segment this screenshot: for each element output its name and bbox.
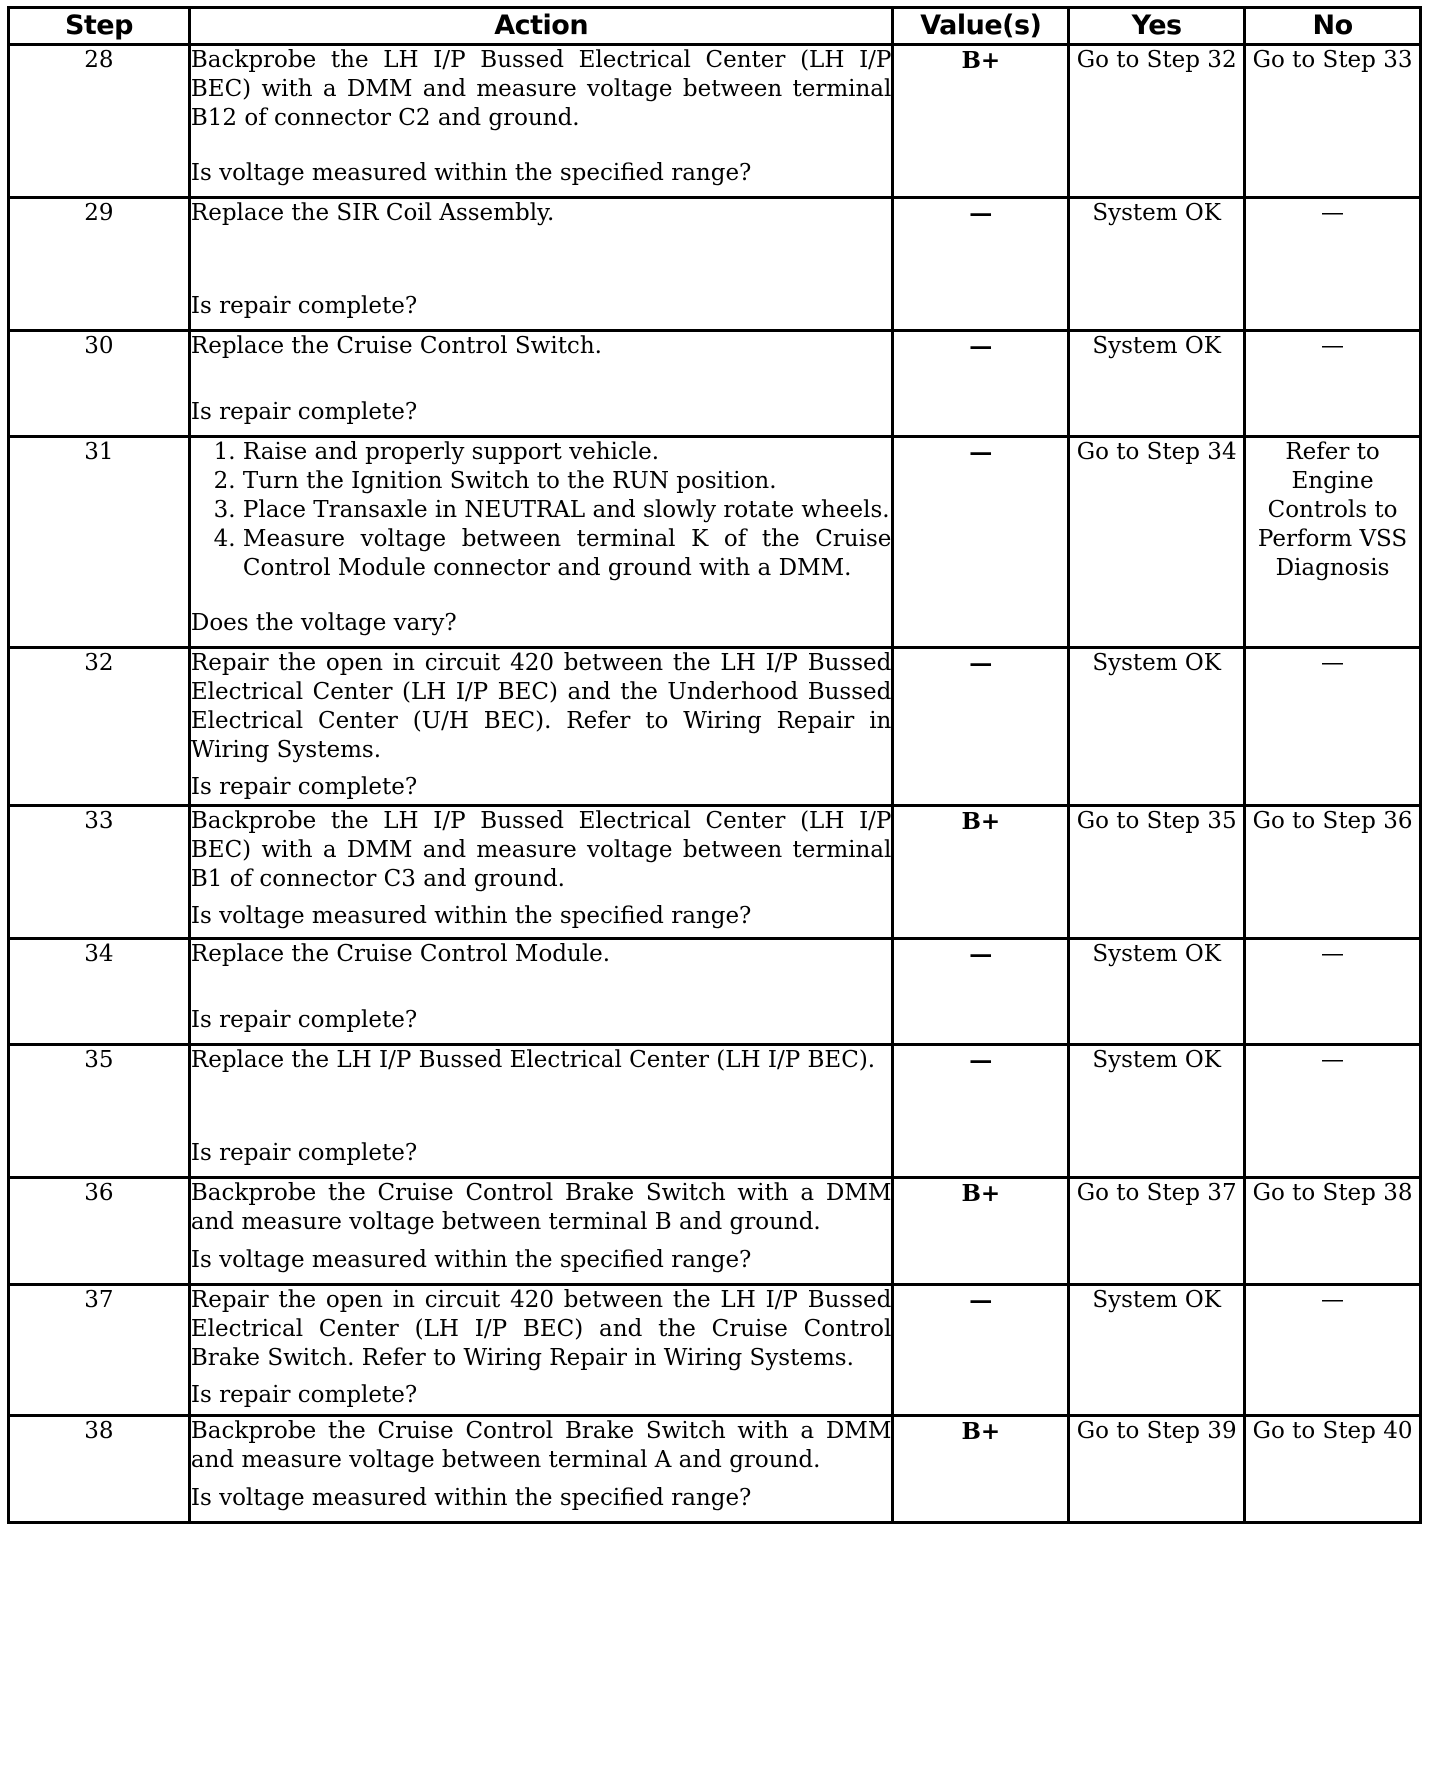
no-cell: — xyxy=(1245,198,1421,331)
header-row xyxy=(9,8,1421,45)
list-item: 3. Place Transaxle in NEUTRAL and slowly rotate wheels. xyxy=(243,496,891,525)
list-item: 4. Measure voltage between terminal K of the Cruise Control Module connector and ground with a DMM. xyxy=(243,525,891,583)
table-row xyxy=(9,331,1421,437)
no-cell: — xyxy=(1245,331,1421,437)
action-text: Replace the Cruise Control Module. xyxy=(190,941,611,967)
value-cell: — xyxy=(893,939,1069,1045)
step-number: 29 xyxy=(9,198,190,331)
action-text: Backprobe the Cruise Control Brake Switch with a DMM and measure voltage between terminal B and ground. xyxy=(190,1180,892,1235)
value-cell: — xyxy=(893,1045,1069,1178)
yes-cell: Go to Step 34 xyxy=(1069,437,1245,648)
no-cell: Refer to Engine Controls to Perform VSS Diagnosis xyxy=(1245,437,1421,648)
no-cell: Go to Step 40 xyxy=(1245,1416,1421,1523)
step-number: 38 xyxy=(9,1416,190,1523)
yes-cell: Go to Step 35 xyxy=(1069,806,1245,939)
yes-cell: System OK xyxy=(1069,198,1245,331)
table-row xyxy=(9,198,1421,331)
action-cell xyxy=(189,331,892,437)
table-row xyxy=(9,1178,1421,1285)
action-question: Is repair complete? xyxy=(190,1140,418,1166)
yes-cell: System OK xyxy=(1069,331,1245,437)
step-number: 34 xyxy=(9,939,190,1045)
action-text: Replace the Cruise Control Switch. xyxy=(190,333,602,359)
yes-cell: System OK xyxy=(1069,648,1245,806)
header-action: Action xyxy=(189,8,892,45)
action-question: Is repair complete? xyxy=(190,1007,418,1033)
step-number: 32 xyxy=(9,648,190,806)
value-cell: — xyxy=(893,437,1069,648)
list-item: 2. Turn the Ignition Switch to the RUN position. xyxy=(243,467,891,496)
action-text: Repair the open in circuit 420 between the LH I/P Bussed Electrical Center (LH I/P BEC) and the Underhood Bussed Electrical Center (U/H BEC). Refer to Wiring Repair in Wiring Systems. xyxy=(190,650,892,763)
action-cell xyxy=(189,45,892,198)
action-question: Is repair complete? xyxy=(190,399,418,425)
action-text: Backprobe the Cruise Control Brake Switch with a DMM and measure voltage between terminal A and ground. xyxy=(190,1418,892,1473)
yes-cell: System OK xyxy=(1069,1285,1245,1416)
table-row xyxy=(9,45,1421,198)
step-number: 33 xyxy=(9,806,190,939)
yes-cell: System OK xyxy=(1069,939,1245,1045)
table-row xyxy=(9,939,1421,1045)
value-cell: — xyxy=(893,331,1069,437)
action-question: Is voltage measured within the specified range? xyxy=(190,160,752,186)
action-cell xyxy=(189,1045,892,1178)
header-yes: Yes xyxy=(1069,8,1245,45)
action-cell xyxy=(189,198,892,331)
no-cell: Go to Step 33 xyxy=(1245,45,1421,198)
yes-cell: Go to Step 39 xyxy=(1069,1416,1245,1523)
action-question: Is voltage measured within the specified range? xyxy=(190,903,752,929)
step-number: 36 xyxy=(9,1178,190,1285)
step-number: 37 xyxy=(9,1285,190,1416)
action-text: Replace the SIR Coil Assembly. xyxy=(190,200,555,226)
table-row xyxy=(9,648,1421,806)
value-cell: — xyxy=(893,198,1069,331)
table-row xyxy=(9,806,1421,939)
action-text: Backprobe the LH I/P Bussed Electrical Center (LH I/P BEC) with a DMM and measure voltage between terminal B1 of connector C3 and ground. xyxy=(190,808,892,892)
no-cell: Go to Step 36 xyxy=(1245,806,1421,939)
yes-cell: Go to Step 37 xyxy=(1069,1178,1245,1285)
table-row xyxy=(9,1416,1421,1523)
action-question: Is repair complete? xyxy=(190,774,418,800)
action-cell xyxy=(189,1416,892,1523)
action-cell xyxy=(189,648,892,806)
value-cell: B+ xyxy=(893,1416,1069,1523)
table-row xyxy=(9,1285,1421,1416)
table-row xyxy=(9,1045,1421,1178)
action-text: Repair the open in circuit 420 between the LH I/P Bussed Electrical Center (LH I/P BEC) and the Cruise Control Brake Switch. Refer to Wiring Repair in Wiring Systems. xyxy=(190,1287,892,1371)
step-number: 35 xyxy=(9,1045,190,1178)
action-cell xyxy=(189,1178,892,1285)
table-row xyxy=(9,437,1421,648)
action-question: Is repair complete? xyxy=(190,293,418,319)
header-step: Step xyxy=(9,8,190,45)
action-text: Backprobe the LH I/P Bussed Electrical Center (LH I/P BEC) with a DMM and measure voltage between terminal B12 of connector C2 and ground. xyxy=(190,47,892,131)
value-cell: B+ xyxy=(893,806,1069,939)
action-list-container xyxy=(191,438,891,583)
no-cell: — xyxy=(1245,648,1421,806)
step-number: 30 xyxy=(9,331,190,437)
yes-cell: Go to Step 32 xyxy=(1069,45,1245,198)
value-cell: — xyxy=(893,1285,1069,1416)
diagnostic-table xyxy=(7,6,1422,1524)
action-cell xyxy=(189,806,892,939)
action-question: Is voltage measured within the specified range? xyxy=(190,1485,752,1511)
value-cell: B+ xyxy=(893,45,1069,198)
action-cell xyxy=(189,1285,892,1416)
no-cell: Go to Step 38 xyxy=(1245,1178,1421,1285)
no-cell: — xyxy=(1245,1045,1421,1178)
action-cell xyxy=(189,939,892,1045)
action-question: Is repair complete? xyxy=(190,1382,418,1408)
step-number: 31 xyxy=(9,437,190,648)
action-question: Is voltage measured within the specified range? xyxy=(190,1247,752,1273)
header-no: No xyxy=(1245,8,1421,45)
no-cell: — xyxy=(1245,1285,1421,1416)
value-cell: B+ xyxy=(893,1178,1069,1285)
no-cell: — xyxy=(1245,939,1421,1045)
list-item: 1. Raise and properly support vehicle. xyxy=(243,438,891,467)
value-cell: — xyxy=(893,648,1069,806)
action-text: Replace the LH I/P Bussed Electrical Center (LH I/P BEC). xyxy=(190,1047,876,1073)
yes-cell: System OK xyxy=(1069,1045,1245,1178)
step-number: 28 xyxy=(9,45,190,198)
header-values: Value(s) xyxy=(893,8,1069,45)
action-list xyxy=(191,438,891,583)
action-cell xyxy=(189,437,892,648)
action-question: Does the voltage vary? xyxy=(190,610,457,636)
